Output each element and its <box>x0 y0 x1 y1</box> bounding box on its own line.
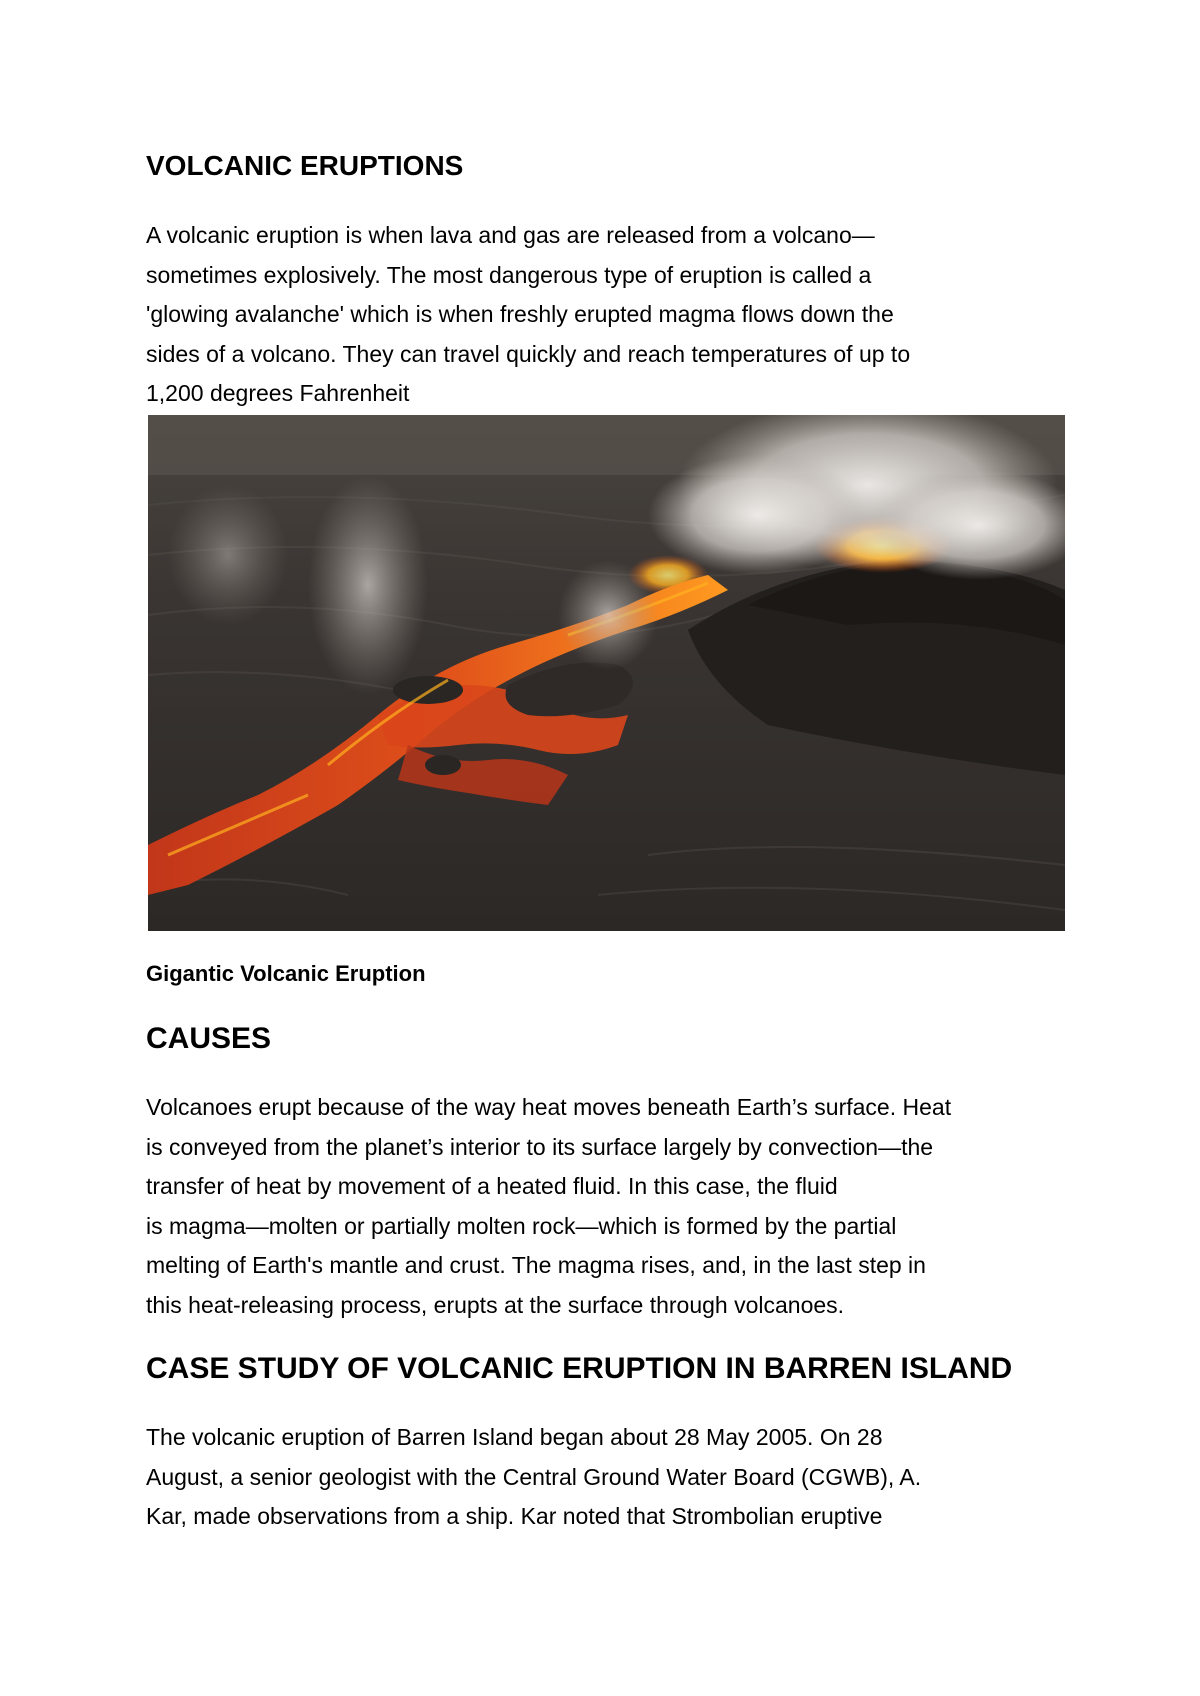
page-title: VOLCANIC ERUPTIONS <box>146 150 464 181</box>
case-study-heading: CASE STUDY OF VOLCANIC ERUPTION IN BARREN ISLAND <box>146 1352 1013 1385</box>
causes-line: is magma—molten or partially molten rock—which is formed by the partial <box>146 1212 897 1239</box>
volcano-eruption-photo <box>148 415 1065 931</box>
intro-line: sides of a volcano. They can travel quickly and reach temperatures of up to <box>146 340 911 367</box>
intro-line: A volcanic eruption is when lava and gas are released from a volcano— <box>146 222 875 248</box>
causes-line: is conveyed from the planet’s interior to its surface largely by convection—the <box>146 1133 934 1160</box>
intro-line: sometimes explosively. The most dangerous type of eruption is called a <box>146 261 872 288</box>
causes-line: Volcanoes erupt because of the way heat moves beneath Earth’s surface. Heat <box>146 1094 952 1120</box>
intro-paragraph <box>146 216 1076 414</box>
case-study-line: Kar, made observations from a ship. Kar noted that Strombolian eruptive <box>146 1503 883 1529</box>
causes-heading: CAUSES <box>146 1022 272 1055</box>
case-study-paragraph <box>146 1418 1076 1537</box>
intro-line: 'glowing avalanche' which is when freshly erupted magma flows down the <box>146 301 894 327</box>
causes-line: transfer of heat by movement of a heated fluid. In this case, the fluid <box>146 1173 838 1199</box>
case-study-line: The volcanic eruption of Barren Island began about 28 May 2005. On 28 <box>146 1424 883 1450</box>
figure-caption: Gigantic Volcanic Eruption <box>146 961 426 986</box>
intro-line: 1,200 degrees Fahrenheit <box>146 380 410 406</box>
volcano-eruption-image <box>148 415 1065 931</box>
causes-paragraph <box>146 1088 1076 1325</box>
case-study-line: August, a senior geologist with the Central Ground Water Board (CGWB), A. <box>146 1463 922 1490</box>
causes-line: this heat-releasing process, erupts at the surface through volcanoes. <box>146 1291 845 1318</box>
causes-line: melting of Earth's mantle and crust. The magma rises, and, in the last step in <box>146 1252 926 1278</box>
